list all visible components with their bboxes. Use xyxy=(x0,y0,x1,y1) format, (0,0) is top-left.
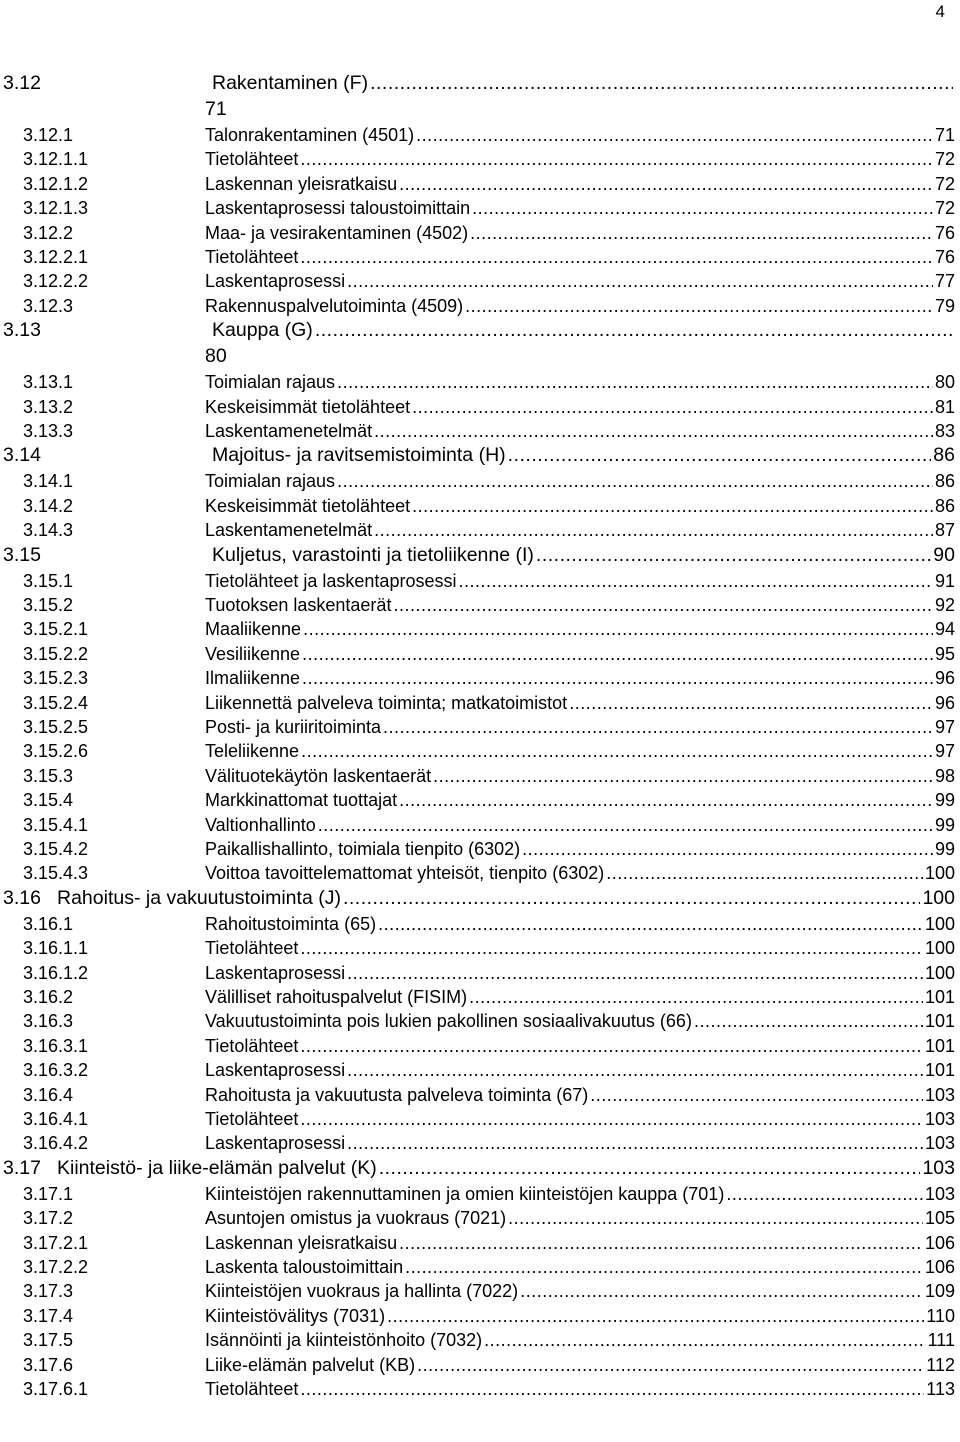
toc-entry-page: 100 xyxy=(924,938,955,959)
toc-entry-title: Rahoitusta ja vakuutusta palveleva toiminta (67) xyxy=(205,1084,589,1105)
toc-entry-title: Toimialan rajaus xyxy=(205,471,336,492)
toc-entry-number: 3.16.4 xyxy=(23,1084,74,1105)
toc-entry-title: Paikallishallinto, toimiala tienpito (6302) xyxy=(205,839,521,859)
dot-leader xyxy=(303,616,933,642)
toc-entry-page: 79 xyxy=(934,295,955,316)
toc-entry-page: 97 xyxy=(934,717,955,737)
dot-leader xyxy=(300,146,933,172)
toc-entry[interactable] xyxy=(0,1130,960,1156)
toc-entry-page: 83 xyxy=(934,421,955,441)
toc-entry-title: Keskeisimmät tietolähteet xyxy=(205,396,411,417)
dot-leader xyxy=(300,1376,924,1402)
toc-entry-title: Kiinteistöjen vuokraus ja hallinta (7022) xyxy=(205,1281,519,1302)
toc-entry-number: 3.13.1 xyxy=(23,372,74,393)
toc-entry[interactable] xyxy=(0,442,960,468)
toc-entry-page: 103 xyxy=(924,1133,955,1154)
dot-leader xyxy=(315,317,953,343)
toc-entry-title: Kiinteistö- ja liike-elämän palvelut (K) xyxy=(57,1156,377,1179)
dot-leader xyxy=(606,860,923,886)
dot-leader xyxy=(300,935,923,961)
dot-leader xyxy=(374,418,933,444)
dot-leader xyxy=(399,787,933,813)
toc-entry[interactable] xyxy=(0,146,960,172)
toc-entry[interactable] xyxy=(0,592,960,618)
toc-entry-page: 77 xyxy=(934,271,955,292)
toc-entry-title: Maaliikenne xyxy=(205,619,302,640)
toc-entry[interactable] xyxy=(0,738,960,764)
toc-entry-page: 99 xyxy=(934,839,955,859)
toc-entry-title: Tietolähteet xyxy=(205,149,299,170)
toc-entry[interactable] xyxy=(0,665,960,691)
toc-entry[interactable] xyxy=(0,493,960,519)
toc-entry-page: 80 xyxy=(934,372,955,393)
toc-entry-number: 3.14.2 xyxy=(23,495,74,516)
toc-entry[interactable] xyxy=(0,714,960,740)
toc-entry-number: 3.17.5 xyxy=(23,1330,74,1351)
toc-entry-number: 3.12 xyxy=(3,72,41,94)
toc-entry[interactable] xyxy=(0,1205,960,1231)
dot-leader xyxy=(469,984,923,1010)
dot-leader xyxy=(337,468,933,494)
dot-leader xyxy=(379,1155,921,1181)
toc-entry-number: 3.17.1 xyxy=(23,1183,74,1204)
toc-entry[interactable] xyxy=(0,418,960,444)
toc-entry-number: 3.13.2 xyxy=(23,396,74,417)
toc-entry-title: Ilmaliikenne xyxy=(205,668,301,689)
dot-leader xyxy=(378,911,923,937)
toc-entry-page: 109 xyxy=(924,1281,955,1302)
dot-leader xyxy=(405,1254,923,1280)
toc-entry-title: Välilliset rahoituspalvelut (FISIM) xyxy=(205,987,468,1007)
toc-entry-page: 76 xyxy=(934,222,955,243)
dot-leader xyxy=(417,1352,924,1378)
toc-entry-page: 105 xyxy=(924,1208,955,1229)
toc-entry[interactable] xyxy=(0,542,960,568)
toc-entry[interactable] xyxy=(0,763,960,789)
dot-leader xyxy=(383,714,933,740)
toc-entry-title: Laskennan yleisratkaisu xyxy=(205,173,398,194)
toc-entry-title: Asuntojen omistus ja vuokraus (7021) xyxy=(205,1208,507,1229)
toc-entry-title: Laskenta taloustoimittain xyxy=(205,1257,404,1277)
toc-entry-title: Valtionhallinto xyxy=(205,814,316,835)
toc-entry-number: 3.15.4 xyxy=(23,790,74,811)
toc-entry[interactable] xyxy=(0,369,960,395)
toc-entry-page: 90 xyxy=(933,543,955,566)
toc-entry[interactable] xyxy=(0,885,960,911)
dot-leader xyxy=(347,1057,923,1083)
dot-leader xyxy=(302,641,933,667)
toc-entry-page: 94 xyxy=(934,619,955,640)
dot-leader xyxy=(370,70,953,96)
toc-entry-number: 3.16.3 xyxy=(23,1011,74,1032)
toc-entry-page: 103 xyxy=(924,1109,955,1129)
toc-entry[interactable] xyxy=(0,394,960,420)
toc-entry-number: 3.17.2.2 xyxy=(23,1257,89,1277)
toc-entry-title: Teleliikenne xyxy=(205,741,300,762)
dot-leader xyxy=(470,220,933,246)
toc-entry-number: 3.17.3 xyxy=(23,1281,74,1302)
toc-entry[interactable] xyxy=(0,468,960,494)
toc-entry-page: 72 xyxy=(934,198,955,219)
toc-entry-page: 86 xyxy=(934,471,955,492)
dot-leader xyxy=(301,738,933,764)
toc-entry-page: 106 xyxy=(924,1257,955,1277)
toc-entry-number: 3.17.6.1 xyxy=(23,1379,89,1399)
toc-entry[interactable] xyxy=(0,244,960,270)
toc-entry-title: Välituotekäytön laskentaerät xyxy=(205,765,432,786)
toc-entry-number: 3.16.2 xyxy=(23,987,74,1007)
dot-leader xyxy=(433,763,933,789)
toc-entry-title: Rahoitus- ja vakuutustoiminta (J) xyxy=(57,886,341,909)
toc-entry-page: 100 xyxy=(922,886,955,909)
toc-entry-page: 72 xyxy=(934,149,955,170)
toc-entry-number: 3.12.3 xyxy=(23,295,74,316)
toc-entry[interactable] xyxy=(0,1033,960,1059)
toc-entry[interactable] xyxy=(0,984,960,1010)
toc-entry-title: Laskentaprosessi xyxy=(205,1060,346,1081)
toc-entry-page: 76 xyxy=(934,247,955,267)
toc-entry-number: 3.17.4 xyxy=(23,1305,74,1326)
toc-entry-title: Keskeisimmät tietolähteet xyxy=(205,495,411,516)
toc-entry[interactable] xyxy=(0,1254,960,1280)
dot-leader xyxy=(569,690,933,716)
toc-entry-number: 3.17.2.1 xyxy=(23,1232,89,1253)
dot-leader xyxy=(399,171,933,197)
toc-entry-page: 100 xyxy=(924,863,955,884)
toc-entry[interactable] xyxy=(0,1376,960,1402)
dot-leader xyxy=(393,592,933,618)
toc-entry[interactable] xyxy=(0,1303,960,1329)
toc-entry-title: Maa- ja vesirakentaminen (4502) xyxy=(205,222,469,243)
toc-entry-title: Kiinteistövälitys (7031) xyxy=(205,1305,386,1326)
toc-entry-number: 3.14 xyxy=(3,444,41,467)
toc-entry-title: Markkinattomat tuottajat xyxy=(205,790,398,811)
toc-entry-number: 3.12.1.1 xyxy=(23,149,89,170)
toc-entry-number: 3.16.1.2 xyxy=(23,962,89,983)
toc-entry[interactable] xyxy=(0,220,960,246)
toc-entry-number: 3.13.3 xyxy=(23,421,74,441)
toc-entry-number: 3.16.1.1 xyxy=(23,938,89,959)
toc-entry-title: Posti- ja kuriiritoiminta xyxy=(205,717,382,737)
toc-entry-title: Isännöinti ja kiinteistönhoito (7032) xyxy=(205,1330,483,1351)
toc-entry-page: 71 xyxy=(934,125,955,145)
dot-leader xyxy=(416,122,933,148)
toc-entry[interactable] xyxy=(0,1230,960,1256)
dot-leader xyxy=(347,268,933,294)
page-number: 4 xyxy=(935,2,945,21)
toc-entry-number: 3.12.1.2 xyxy=(23,173,89,194)
dot-leader xyxy=(343,885,921,911)
toc-entry-title: Laskentaprosessi xyxy=(205,962,346,983)
toc-entry-title: Tietolähteet xyxy=(205,1035,299,1056)
toc-entry-page: 103 xyxy=(922,1156,955,1179)
toc-entry-page: 103 xyxy=(924,1084,955,1105)
toc-entry[interactable] xyxy=(0,171,960,197)
toc-entry-title: Kuljetus, varastointi ja tietoliikenne (I) xyxy=(212,543,534,566)
toc-entry-number: 3.15.2.5 xyxy=(23,717,89,737)
toc-entry-page: 95 xyxy=(934,643,955,664)
toc-entry-title: Liikennettä palveleva toiminta; matkatoimistot xyxy=(205,692,568,713)
toc-entry-title: Laskentaprosessi xyxy=(205,271,346,292)
toc-entry-number: 3.17 xyxy=(3,1156,41,1179)
toc-entry-page: 111 xyxy=(927,1330,955,1351)
dot-leader xyxy=(465,293,933,319)
dot-leader xyxy=(300,1033,923,1059)
toc-entry-title: Rahoitustoiminta (65) xyxy=(205,913,377,934)
dot-leader xyxy=(694,1008,923,1034)
toc-entry-page: 72 xyxy=(934,173,955,194)
toc-entry-page: 86 xyxy=(934,495,955,516)
toc-entry-number: 3.15.4.1 xyxy=(23,814,89,835)
toc-entry-title: Majoitus- ja ravitsemistoiminta (H) xyxy=(212,444,506,467)
toc-entry-page: 103 xyxy=(924,1183,955,1204)
toc-entry[interactable] xyxy=(0,1352,960,1378)
toc-entry[interactable] xyxy=(0,293,960,319)
dot-leader xyxy=(536,542,931,568)
toc-entry-number: 3.17.6 xyxy=(23,1354,74,1375)
toc-entry-page: 96 xyxy=(934,668,955,689)
dot-leader xyxy=(484,1327,925,1353)
toc-entry-number: 3.15.3 xyxy=(23,765,74,786)
toc-entry[interactable] xyxy=(0,1106,960,1132)
toc-entry-page: 100 xyxy=(924,913,955,934)
toc-entry-number: 3.15.4.2 xyxy=(23,839,89,859)
dot-leader xyxy=(347,960,923,986)
toc-entry[interactable] xyxy=(0,517,960,543)
toc-entry-page: 113 xyxy=(926,1379,955,1399)
toc-entry-title: Laskennan yleisratkaisu xyxy=(205,1232,398,1253)
toc-entry-page: 99 xyxy=(934,814,955,835)
dot-leader xyxy=(458,568,932,594)
toc-entry-page: 98 xyxy=(934,765,955,786)
dot-leader xyxy=(387,1303,924,1329)
toc-entry-title: Tietolähteet xyxy=(205,1109,299,1129)
toc-entry-page: 99 xyxy=(934,790,955,811)
toc-entry-page: 87 xyxy=(934,520,955,541)
toc-entry-number: 3.15.1 xyxy=(23,570,74,591)
toc-entry-title: Voittoa tavoittelemattomat yhteisöt, tienpito (6302) xyxy=(205,863,605,884)
toc-entry-number: 3.15.2.2 xyxy=(23,643,89,664)
toc-entry-number: 3.12.1.3 xyxy=(23,198,89,219)
toc-entry-number: 3.17.2 xyxy=(23,1208,74,1229)
dot-leader xyxy=(726,1181,923,1207)
toc-entry-title: Liike-elämän palvelut (KB) xyxy=(205,1354,416,1375)
dot-leader xyxy=(347,1130,923,1156)
toc-entry[interactable] xyxy=(0,911,960,937)
toc-entry-number: 3.16.3.2 xyxy=(23,1060,89,1081)
toc-entry-title: Tietolähteet xyxy=(205,938,299,959)
toc-entry-page: 110 xyxy=(926,1305,955,1326)
dot-leader xyxy=(302,665,933,691)
toc-entry-number: 3.15.2.4 xyxy=(23,692,89,713)
toc-entry-title: Rakennuspalvelutoiminta (4509) xyxy=(205,295,464,316)
dot-leader xyxy=(412,394,933,420)
dot-leader xyxy=(472,195,933,221)
toc-entry-title: Tietolähteet ja laskentaprosessi xyxy=(205,570,457,591)
toc-entry[interactable] xyxy=(0,195,960,221)
dot-leader xyxy=(300,1106,923,1132)
dot-leader xyxy=(337,369,933,395)
toc-entry[interactable] xyxy=(0,812,960,838)
toc-entry[interactable] xyxy=(0,960,960,986)
dot-leader xyxy=(399,1230,923,1256)
toc-entry[interactable] xyxy=(0,568,960,594)
toc-entry-title: Tietolähteet xyxy=(205,1379,299,1399)
toc-entry-number: 3.15.2.1 xyxy=(23,619,89,640)
toc-entry-number: 3.14.3 xyxy=(23,520,74,541)
toc-entry[interactable] xyxy=(0,1155,960,1181)
toc-entry-page: 101 xyxy=(924,1060,955,1081)
toc-entry-page: 100 xyxy=(924,962,955,983)
toc-entry-number: 3.12.2.1 xyxy=(23,247,89,267)
toc-entry-title: Kiinteistöjen rakennuttaminen ja omien kiinteistöjen kauppa (701) xyxy=(205,1183,725,1204)
dot-leader xyxy=(412,493,933,519)
toc-entry[interactable] xyxy=(0,1327,960,1353)
toc-entry-number: 3.12.2 xyxy=(23,222,74,243)
toc-entry[interactable] xyxy=(0,1008,960,1034)
dot-leader xyxy=(508,442,932,468)
toc-entry-page: 101 xyxy=(924,987,955,1007)
toc-entry[interactable] xyxy=(0,1057,960,1083)
toc-entry-title: Tietolähteet xyxy=(205,247,299,267)
toc-entry-page: 91 xyxy=(934,570,955,591)
toc-entry[interactable] xyxy=(0,860,960,886)
toc-entry-number: 3.15.2 xyxy=(23,595,74,615)
dot-leader xyxy=(522,836,933,862)
toc-entry-number: 3.13 xyxy=(3,319,41,342)
toc-entry-page: 97 xyxy=(934,741,955,762)
toc-entry[interactable] xyxy=(0,122,960,148)
toc-entry[interactable] xyxy=(0,787,960,813)
dot-leader xyxy=(300,244,933,270)
toc-entry-page: 112 xyxy=(926,1354,955,1375)
toc-entry[interactable] xyxy=(0,1278,960,1304)
toc-entry-title: Vesiliikenne xyxy=(205,643,301,664)
toc-entry-title: Laskentaprosessi taloustoimittain xyxy=(205,198,471,219)
toc-entry-page: 86 xyxy=(933,444,955,467)
toc-entry-page: 80 xyxy=(205,345,227,368)
toc-entry-page: 81 xyxy=(934,396,955,417)
toc-entry-number: 3.15.4.3 xyxy=(23,863,89,884)
toc-entry-page: 92 xyxy=(934,595,955,615)
dot-leader xyxy=(318,812,933,838)
toc-entry-page: 96 xyxy=(934,692,955,713)
toc-entry[interactable] xyxy=(0,317,960,368)
toc-entry[interactable] xyxy=(0,641,960,667)
toc-entry-number: 3.12.2.2 xyxy=(23,271,89,292)
toc-entry[interactable] xyxy=(0,268,960,294)
toc-entry-title: Kauppa (G) xyxy=(212,319,313,342)
toc-entry-number: 3.16.3.1 xyxy=(23,1035,89,1056)
toc-entry-title: Talonrakentaminen (4501) xyxy=(205,125,415,145)
toc-entry-number: 3.14.1 xyxy=(23,471,74,492)
toc-entry-number: 3.12.1 xyxy=(23,125,74,145)
dot-leader xyxy=(508,1205,923,1231)
toc-entry-number: 3.16.4.2 xyxy=(23,1133,89,1154)
toc-entry[interactable] xyxy=(0,935,960,961)
dot-leader xyxy=(520,1278,923,1304)
toc-entry-title: Laskentamenetelmät xyxy=(205,421,373,441)
toc-entry[interactable] xyxy=(0,836,960,862)
toc-entry-number: 3.16 xyxy=(3,886,41,909)
toc-entry-title: Laskentaprosessi xyxy=(205,1133,346,1154)
toc-entry-number: 3.16.4.1 xyxy=(23,1109,89,1129)
toc-entry-title: Toimialan rajaus xyxy=(205,372,336,393)
toc-entry-title: Vakuutustoiminta pois lukien pakollinen sosiaalivakuutus (66) xyxy=(205,1011,692,1032)
dot-leader xyxy=(590,1082,923,1108)
toc-entry-number: 3.15 xyxy=(3,543,41,566)
toc-entry[interactable] xyxy=(0,1181,960,1207)
toc-entry[interactable] xyxy=(0,616,960,642)
toc-entry-number: 3.16.1 xyxy=(23,913,74,934)
toc-entry-title: Rakentaminen (F) xyxy=(212,72,369,94)
toc-entry-page: 106 xyxy=(924,1232,955,1253)
toc-entry-page: 101 xyxy=(924,1035,955,1056)
dot-leader xyxy=(374,517,933,543)
toc-entry-title: Tuotoksen laskentaerät xyxy=(205,595,392,615)
toc-entry[interactable] xyxy=(0,690,960,716)
toc-entry[interactable] xyxy=(0,1082,960,1108)
toc-entry[interactable] xyxy=(0,70,960,120)
toc-entry-number: 3.15.2.3 xyxy=(23,668,89,689)
toc-entry-page: 101 xyxy=(924,1011,955,1032)
toc-entry-page: 71 xyxy=(205,98,227,120)
toc-entry-title: Laskentamenetelmät xyxy=(205,520,373,541)
toc-entry-number: 3.15.2.6 xyxy=(23,741,89,762)
